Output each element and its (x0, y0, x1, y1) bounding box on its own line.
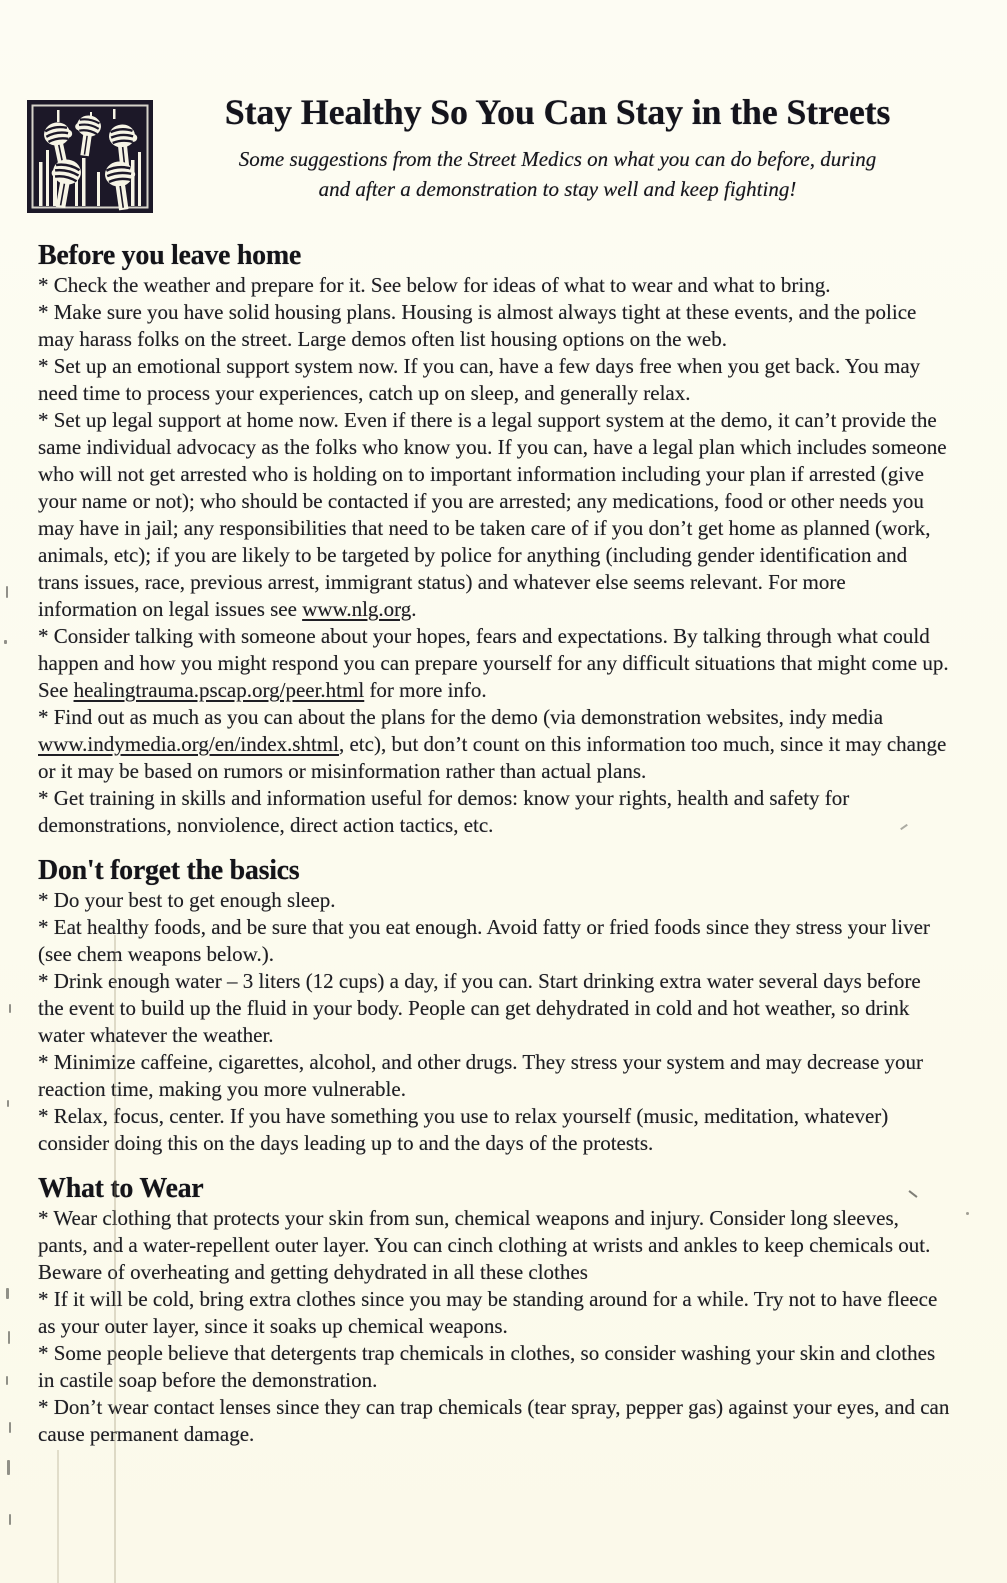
section-heading-before-you-leave-home: Before you leave home (38, 240, 302, 271)
bullet-text: * Relax, focus, center. If you have something you use to relax yourself (music, meditation, whatever) consider doing this on the days leading up to and the days of the protests. (38, 1104, 889, 1155)
bullet-text: * Find out as much as you can about the plans for the demo (via demonstration websites, indy media (38, 705, 884, 729)
bullet-text: * Set up an emotional support system now. If you can, have a few days free when you get back. You may need time to process your experiences, catch up on sleep, and generally relax. (38, 354, 921, 405)
bullet-item (38, 1394, 950, 1448)
bullet-text: * Check the weather and prepare for it. See below for ideas of what to wear and what to bring. (38, 273, 831, 297)
bullet-text: * Get training in skills and information useful for demos: know your rights, health and safety for demonstrations, nonviolence, direct action tactics, etc. (38, 786, 850, 837)
bullet-item (38, 785, 950, 839)
printed-url: www.indymedia.org/en/index.shtml (38, 732, 339, 756)
bullet-text: * Do your best to get enough sleep. (38, 888, 336, 912)
scan-speck (7, 1460, 10, 1475)
scan-speck (9, 1004, 11, 1013)
page-subtitle (160, 144, 955, 204)
bullet-item (38, 353, 950, 407)
bullet-text: * Set up legal support at home now. Even if there is a legal support system at the demo, it can’t provide the same individual advocacy as the folks who know you. If you can, have a legal plan which includes someone who will not get arrested who is holding on to important information including your plan if arrested (give your name or not); who should be contacted if you are arrested; any medications, food or other needs you may have in jail; any responsibilities that need to be taken care of if you don’t get home as planned (work, animals, etc); if you are likely to be targeted by police for anything (including gender identification and trans issues, race, previous arrest, immigrant status) and whatever else seems relevant. For more information on legal issues see (38, 408, 947, 621)
bullet-item (38, 968, 950, 1049)
scan-speck (6, 1376, 8, 1385)
bullet-text: * Minimize caffeine, cigarettes, alcohol, and other drugs. They stress your system and may decrease your reaction time, making you more vulnerable. (38, 1050, 924, 1101)
section-heading-what-to-wear: What to Wear (38, 1173, 204, 1204)
bullet-item (38, 1340, 950, 1394)
bullet-text: * Consider talking with someone about your hopes, fears and expectations. By talking through what could happen and how you might respond you can prepare yourself for any difficult situations that might come up. See (38, 624, 949, 702)
printed-url: www.nlg.org (302, 597, 412, 621)
subtitle-line-2: and after a demonstration to stay well and keep fighting! (318, 177, 797, 201)
section-heading-dont-forget-the-basics: Don't forget the basics (38, 855, 300, 886)
raised-fists-woodcut-icon (27, 100, 153, 213)
scan-speck (8, 1331, 10, 1344)
bullet-item (38, 704, 950, 785)
bullet-text: * Eat healthy foods, and be sure that you eat enough. Avoid fatty or fried foods since they stress your liver (see chem weapons below.). (38, 915, 930, 966)
bullet-text: * Make sure you have solid housing plans. Housing is almost always tight at these events, and the police may harass folks on the street. Large demos often list housing options on the web. (38, 300, 917, 351)
printed-url: healingtrauma.pscap.org/peer.html (73, 678, 365, 702)
bullet-item (38, 1103, 950, 1157)
bullet-item (38, 1049, 950, 1103)
bullet-text: for more info. (364, 678, 487, 702)
bullet-item (38, 914, 950, 968)
scan-speck (6, 1288, 9, 1299)
paper-fold-line (57, 1450, 59, 1583)
bullet-item (38, 623, 950, 704)
bullet-item (38, 272, 950, 299)
bullet-text: * Don’t wear contact lenses since they can trap chemicals (tear spray, pepper gas) against your eyes, and can cause permanent damage. (38, 1395, 950, 1446)
bullet-item (38, 1205, 950, 1286)
bullet-item (38, 1286, 950, 1340)
scan-speck (7, 1100, 9, 1107)
scan-speck (9, 1422, 11, 1433)
scan-speck (966, 1212, 969, 1215)
bullet-text: , etc), but don’t count on this information too much, since it may change or it may be based on rumors or misinformation rather than actual plans. (38, 732, 947, 783)
bullet-text: * Some people believe that detergents trap chemicals in clothes, so consider washing your skin and clothes in castile soap before the demonstration. (38, 1341, 936, 1392)
bullet-item (38, 887, 950, 914)
scan-speck (6, 586, 8, 598)
subtitle-line-1: Some suggestions from the Street Medics on what you can do before, during (238, 147, 877, 171)
bullet-text: * If it will be cold, bring extra clothes since you may be standing around for a while. Try not to have fleece as your outer layer, since it soaks up chemical weapons. (38, 1287, 938, 1338)
page-title: Stay Healthy So You Can Stay in the Streets (224, 92, 891, 132)
flyer-header (160, 92, 955, 204)
bullet-text: . (411, 597, 417, 621)
bullet-item (38, 299, 950, 353)
bullet-text: * Wear clothing that protects your skin from sun, chemical weapons and injury. Consider long sleeves, pants, and a water-repellent outer layer. You can cinch clothing at wrists and ankles to keep chemicals out. Beware of overheating and getting dehydrated in all these clothes (38, 1206, 931, 1284)
bullet-text: * Drink enough water – 3 liters (12 cups) a day, if you can. Start drinking extra water several days before the event to build up the fluid in your body. People can get dehydrated in cold and hot weather, so drink water whatever the weather. (38, 969, 921, 1047)
scan-speck (4, 640, 7, 644)
scan-speck (9, 1514, 11, 1525)
bullet-item (38, 407, 950, 623)
flyer-body (38, 240, 950, 1448)
